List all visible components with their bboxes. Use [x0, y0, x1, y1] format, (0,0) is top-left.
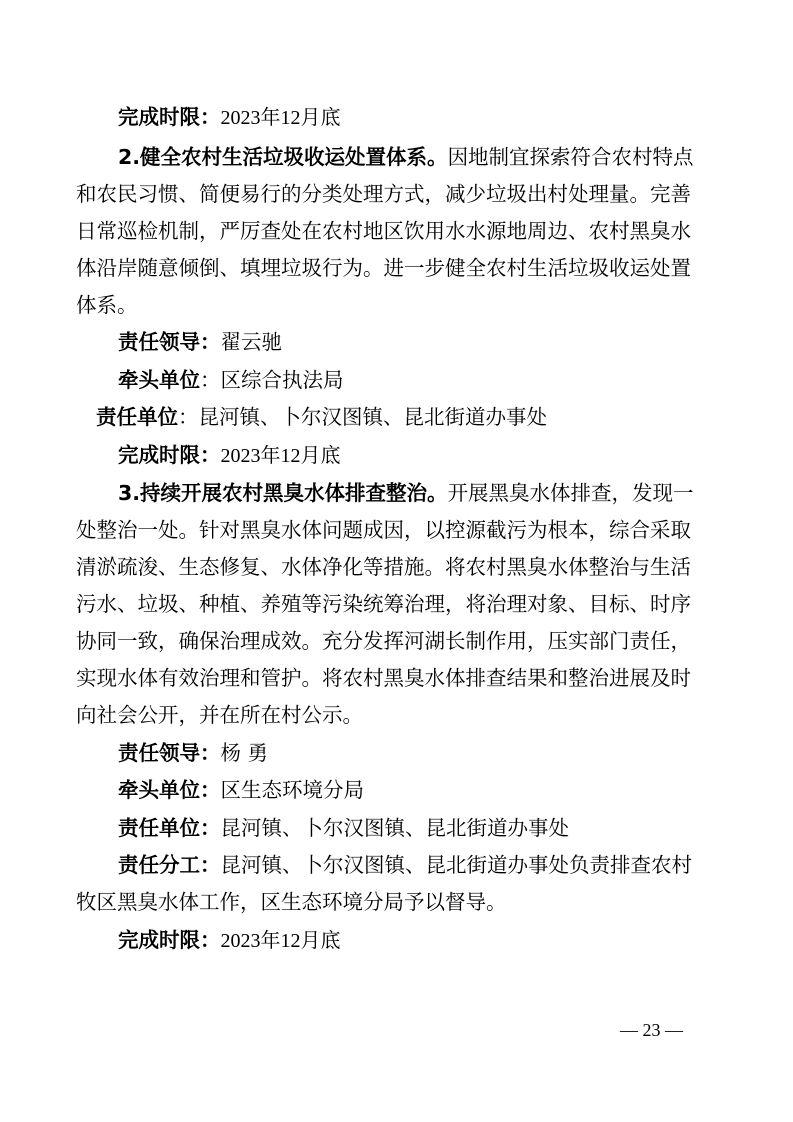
leader-value: 杨 勇 — [220, 741, 269, 765]
section-3-division-line: 牧区黑臭水体工作，区生态环境分局予以督导。 — [76, 890, 507, 914]
division-label: 责任分工： — [118, 853, 221, 877]
deadline-value: 2023年12月底 — [220, 107, 341, 129]
lead-unit-value: 区生态环境分局 — [220, 778, 364, 802]
section-3-body-line: 清淤疏浚、生态修复、水体净化等措施。将农村黑臭水体整治与生活 — [76, 555, 691, 579]
section-3-body-line: 污水、垃圾、种植、养殖等污染统筹治理，将治理对象、目标、时序 — [76, 592, 691, 616]
resp-unit-value: 昆河镇、卜尔汉图镇、昆北街道办事处 — [220, 816, 569, 840]
resp-unit-label: 责任单位 — [96, 405, 178, 429]
section-3-heading: 3.持续开展农村黑臭水体排查整治。 — [118, 481, 448, 505]
section-2-body-line: 体沿岸随意倾倒、填埋垃圾行为。进一步健全农村生活垃圾收运处置 — [76, 256, 691, 280]
deadline-label: 完成时限： — [118, 443, 221, 467]
leader-value: 翟云驰 — [220, 330, 282, 354]
section-2-first-line — [0, 145, 793, 169]
section-2-body-line: 和农民习惯、简便易行的分类处理方式，减少垃圾出村处理量。完善 — [76, 182, 691, 206]
section-3-body-line: 处整治一处。针对黑臭水体问题成因，以控源截污为根本，综合采取 — [76, 518, 691, 542]
section-3-leader — [0, 741, 793, 765]
section-2-deadline — [0, 443, 793, 468]
section-3-division — [0, 853, 793, 877]
deadline-value: 2023年12月底 — [220, 930, 341, 952]
deadline-value: 2023年12月底 — [220, 445, 341, 467]
section-3-body-line: 实现水体有效治理和管护。将农村黑臭水体排查结果和整治进展及时 — [76, 666, 691, 690]
lead-unit-label: 牵头单位 — [118, 368, 200, 392]
page-number: — 23 — — [620, 1020, 683, 1040]
section-2-heading: 2.健全农村生活垃圾收运处置体系。 — [118, 145, 448, 169]
deadline-line-1 — [0, 105, 793, 130]
section-3-body-line: 协同一致，确保治理成效。充分发挥河湖长制作用，压实部门责任， — [76, 629, 691, 653]
resp-unit-sep: ： — [178, 405, 199, 429]
deadline-label: 完成时限： — [118, 928, 221, 952]
leader-label: 责任领导： — [118, 741, 221, 765]
division-text-line: 昆河镇、卜尔汉图镇、昆北街道办事处负责排查农村 — [220, 853, 692, 877]
section-3-first-line — [0, 481, 793, 505]
section-3-body-line: 向社会公开，并在所在村公示。 — [76, 703, 363, 727]
section-3-deadline — [0, 928, 793, 953]
lead-unit-label: 牵头单位： — [118, 778, 221, 802]
deadline-label: 完成时限： — [118, 105, 221, 129]
section-3-resp-unit — [0, 816, 793, 840]
resp-unit-label: 责任单位： — [118, 816, 221, 840]
section-2-body-line: 日常巡检机制，严厉查处在农村地区饮用水水源地周边、农村黑臭水 — [76, 219, 691, 243]
section-2-text-line: 因地制宜探索符合农村特点 — [447, 145, 694, 169]
section-2-leader — [0, 330, 793, 354]
section-2-lead-unit — [0, 368, 793, 392]
leader-label: 责任领导： — [118, 330, 221, 354]
resp-unit-value: 昆河镇、卜尔汉图镇、昆北街道办事处 — [198, 405, 547, 429]
section-2-body-line: 体系。 — [76, 293, 138, 317]
lead-unit-value: 区综合执法局 — [220, 368, 344, 392]
section-3-text-line: 开展黑臭水体排查，发现一 — [447, 481, 694, 505]
lead-unit-sep: ： — [200, 368, 221, 392]
section-2-resp-unit — [0, 405, 793, 429]
section-3-lead-unit — [0, 778, 793, 802]
